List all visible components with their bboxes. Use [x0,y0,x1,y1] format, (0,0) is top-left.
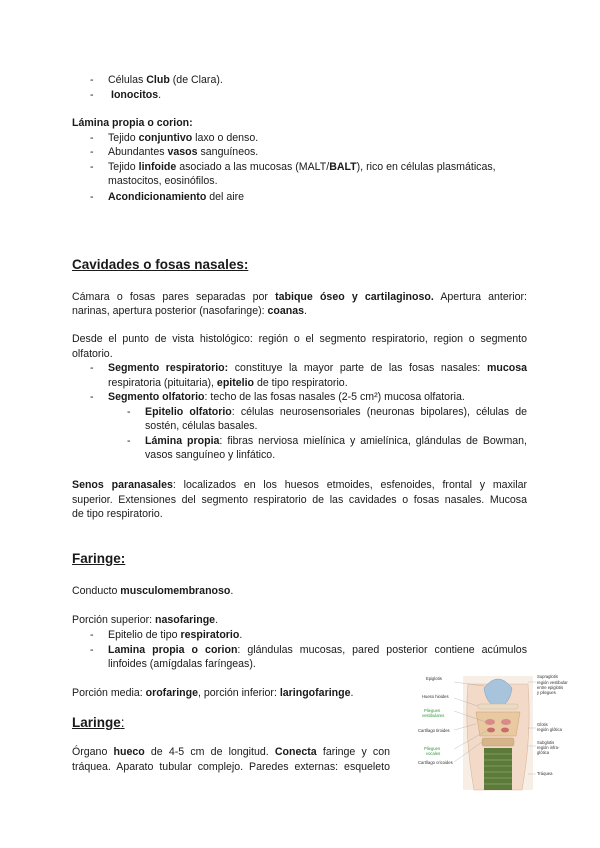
paragraph-line: Porción media: orofaringe, porción inferior: laringofaringe. [72,687,354,699]
list-dash: - [90,74,94,86]
list-item-ionocitos: Ionocitos. [111,89,162,101]
list-dash: - [90,362,94,374]
sublist-item-lamina-propia: Lámina propia: fibras nerviosa mielínica y amielínica, glándulas de Bowman, [145,435,528,447]
figure-label: región vestibular [537,680,568,685]
list-dash: - [90,161,94,173]
list-dash: - [90,629,94,641]
paragraph-line: Senos paranasales: localizados en los huesos etmoides, esfenoides, frontal y maxilar [72,479,527,491]
list-item-epitelio: Epitelio de tipo respiratorio. [108,629,243,641]
list-item-continuation: linfoides (amígdalas faríngeas). [108,658,256,670]
list-item: Abundantes vasos sanguíneos. [108,146,259,158]
list-item: Tejido linfoide asociado a las mucosas (MALT/BALT), rico en células plasmáticas, [108,161,496,173]
section-heading-faringe: Faringe: [72,551,126,566]
list-item: Tejido conjuntivo laxo o denso. [108,132,259,144]
subheading-lamina-propia: Lámina propia o corion: [72,117,193,129]
figure-label: glótica [537,750,550,755]
section-heading-laringe: Laringe: [72,715,125,730]
list-item-segmento-olfatorio: Segmento olfatorio: techo de las fosas nasales (2-5 cm²) mucosa olfatoria. [108,391,465,403]
sublist-item-continuation: sostén, células basales. [145,420,258,432]
figure-label: Cartílago tiroides [418,728,450,733]
paragraph-line: superior. Extensiones del segmento respiratorio de las cavidades o fosas nasales. Mucosa [72,494,527,506]
paragraph-line: olfatorio. [72,348,113,360]
larynx-figure [418,674,583,792]
figure-label: región infra- [537,745,560,750]
figure-label: y pliegues [537,690,556,695]
list-dash: - [90,89,94,101]
figure-label: Cartílago cricoides [418,760,453,765]
list-dash: - [90,132,94,144]
larynx-illustration [418,674,583,792]
sublist-dash: - [127,435,131,447]
paragraph-line: de tipo respiratorio. [72,508,163,520]
paragraph-line: Porción superior: nasofaringe. [72,614,219,626]
list-dash: - [90,644,94,656]
figure-label: Pliegues [424,746,441,751]
list-item-continuation: respiratoria (pituitaria), epitelio de tipo respiratorio. [108,377,348,389]
list-item-club: Células Club (de Clara). [108,74,223,86]
figure-label: Subglotis [537,740,555,745]
figure-label: vestibulares [422,713,445,718]
figure-label: Supraglotis [537,674,558,679]
figure-label: Tráquea [537,771,553,776]
figure-label: Pliegues [424,708,441,713]
sublist-dash: - [127,406,131,418]
list-item: Acondicionamiento del aire [108,191,244,203]
list-item-segmento-respiratorio: Segmento respiratorio: constituye la mayor parte de las fosas nasales: mucosa [108,362,527,374]
section-heading-cavidades: Cavidades o fosas nasales: [72,257,249,272]
figure-label: Hueso hioides [422,694,449,699]
list-dash: - [90,191,94,203]
paragraph-line: narinas, apertura posterior (nasofaringe): coanas. [72,305,307,317]
figure-label: Epiglotis [426,676,442,681]
list-item-continuation: mastocitos, eosinófilos. [108,175,218,187]
list-dash: - [90,391,94,403]
paragraph-line: tráquea. Aparato tubular complejo. Paredes externas: esqueleto [72,761,390,773]
paragraph-line: Cámara o fosas pares separadas por tabique óseo y cartilaginoso. Apertura anterior: [72,291,527,303]
figure-label: vocales [426,751,441,756]
sublist-item-continuation: vasos sanguíneo y linfático. [145,449,276,461]
paragraph-line: Desde el punto de vista histológico: región o el segmento respiratorio, region o segmento [72,333,527,345]
list-item-lamina-propia: Lamina propia o corion: glándulas mucosas, pared posterior contiene acúmulos [108,644,527,656]
figure-label: entre epiglotis [537,685,564,690]
sublist-item-epitelio-olfatorio: Epitelio olfatorio: células neurosensoriales (neuronas bipolares), células de [145,406,527,418]
paragraph-line: Conducto musculomembranoso. [72,585,234,597]
list-dash: - [90,146,94,158]
figure-label: región glótica [537,727,562,732]
figure-label: Glotis [537,722,548,727]
paragraph-line: Órgano hueco de 4-5 cm de longitud. Conecta faringe y con [72,746,391,758]
